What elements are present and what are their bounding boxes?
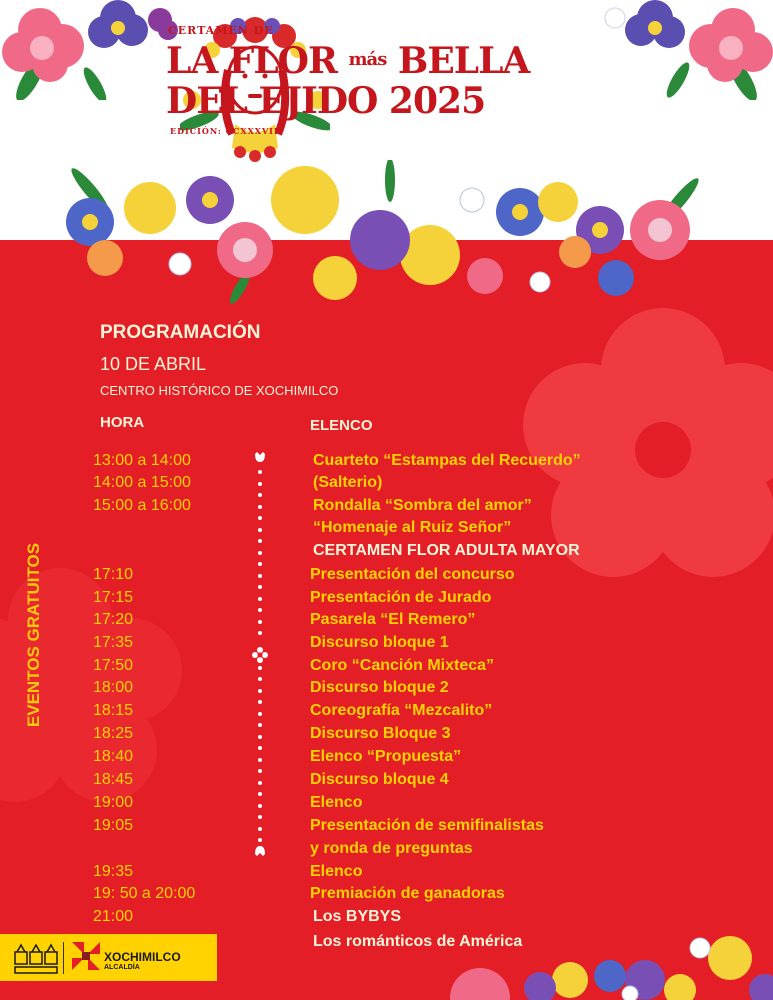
schedule-row [0,657,773,679]
schedule-row [0,519,773,541]
schedule-act: Elenco [310,863,363,880]
schedule-time: 15:00 a 16:00 [93,497,191,514]
schedule-act: Elenco [310,794,363,811]
schedule-time: 19: 50 a 20:00 [93,885,196,902]
schedule-time: 18:45 [93,771,134,788]
schedule-row [0,817,773,839]
flowers-bottom-right-icon [430,918,773,1000]
schedule-time: 17:35 [93,634,134,651]
schedule-act: Discurso Bloque 3 [310,725,451,742]
schedule-row [0,589,773,611]
schedule-act: CERTAMEN FLOR ADULTA MAYOR [313,542,580,559]
schedule-row [0,771,773,793]
schedule-row [0,885,773,907]
schedule-row [0,679,773,701]
schedule-time: 19:00 [93,794,134,811]
schedule-act: Cuarteto “Estampas del Recuerdo” [313,452,581,469]
logo-separator [63,942,64,974]
title-certamen: CERTAMEN DE [168,24,274,37]
flowers-top-left-icon [0,0,180,100]
schedule-time: 18:15 [93,702,134,719]
title-bella: BELLA [397,40,530,82]
title-la: LA [166,40,218,82]
flower-garland-icon [60,160,720,305]
logo-alcaldia: ALCALDÍA [104,964,140,971]
schedule-act: Coro “Canción Mixteca” [310,657,495,674]
flowers-top-right-icon [593,0,773,100]
schedule-act: Presentación de Jurado [310,589,492,606]
schedule-act: Discurso bloque 2 [310,679,449,696]
schedule-time: 14:00 a 15:00 [93,474,191,491]
schedule-row [0,542,773,564]
schedule-time: 18:25 [93,725,134,742]
schedule-act: y ronda de preguntas [310,840,473,857]
schedule-act: Presentación del concurso [310,566,515,583]
schedule-act: Discurso bloque 4 [310,771,449,788]
schedule-row [0,908,773,930]
column-header-hora: HORA [100,414,145,431]
column-header-elenco: ELENCO [310,417,373,434]
title-edicion: EDICIÓN: CCXXXVIII [170,126,284,136]
schedule-act: (Salterio) [313,474,383,491]
coat-of-arms-icon [14,942,58,974]
schedule-row [0,840,773,862]
logo-xochimilco: XOCHIMILCO [104,950,181,964]
schedule-row [0,474,773,496]
title-line-1 [166,40,529,82]
schedule-time: 17:15 [93,589,134,606]
schedule-time: 13:00 a 14:00 [93,452,191,469]
schedule-act: Discurso bloque 1 [310,634,449,651]
schedule-row [0,702,773,724]
programacion-heading: PROGRAMACIÓN [100,322,261,343]
schedule-time: 17:20 [93,611,134,628]
schedule-row [0,725,773,747]
schedule-row [0,566,773,588]
schedule-act: Los BYBYS [313,908,402,925]
schedule-row [0,794,773,816]
schedule-row [0,634,773,656]
schedule-row [0,748,773,770]
event-date: 10 DE ABRIL [100,354,207,374]
title-mas: más [348,49,387,70]
schedule-row [0,452,773,474]
schedule-time: 18:00 [93,679,134,696]
schedule-row [0,611,773,633]
event-venue: CENTRO HISTÓRICO DE XOCHIMILCO [100,383,339,398]
schedule-time: 21:00 [93,908,134,925]
schedule-act: “Homenaje al Ruiz Señor” [313,519,512,536]
schedule-row [0,863,773,885]
title-line-2: DEL EJIDO 2025 [166,80,486,122]
xochimilco-x-icon [70,940,102,972]
schedule-act: Presentación de semifinalistas [310,817,544,834]
title-flor: FLOR [228,40,337,82]
schedule-act: Pasarela “El Remero” [310,611,476,628]
schedule-act: Rondalla “Sombra del amor” [313,497,532,514]
eventos-gratuitos-label: EVENTOS GRATUITOS [24,542,43,728]
schedule-time: 17:50 [93,657,134,674]
schedule-act: Los románticos de América [313,933,523,950]
schedule-act: Coreografía “Mezcalito” [310,702,493,719]
schedule-time: 17:10 [93,566,134,583]
schedule-act: Premiación de ganadoras [310,885,505,902]
schedule-row [0,497,773,519]
schedule-time: 18:40 [93,748,134,765]
schedule-time: 19:35 [93,863,134,880]
schedule-time: 19:05 [93,817,134,834]
schedule-act: Elenco “Propuesta” [310,748,462,765]
